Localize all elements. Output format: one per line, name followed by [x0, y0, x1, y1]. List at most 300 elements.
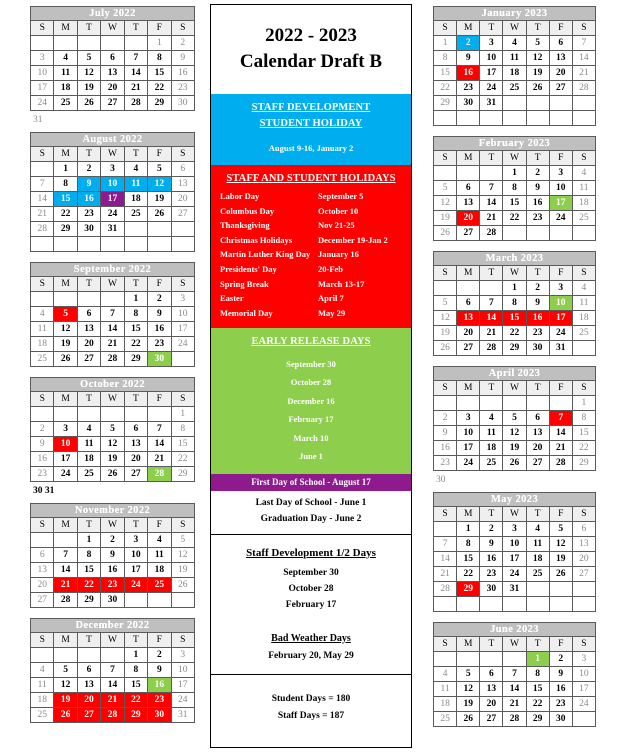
- day-cell[interactable]: 2: [549, 652, 572, 667]
- day-cell[interactable]: 23: [101, 578, 124, 593]
- day-cell[interactable]: 13: [480, 682, 503, 697]
- day-cell[interactable]: 28: [480, 341, 503, 356]
- day-cell[interactable]: 1: [434, 36, 457, 51]
- day-cell[interactable]: 6: [171, 162, 194, 177]
- day-cell[interactable]: 3: [124, 533, 147, 548]
- day-cell[interactable]: 2: [148, 292, 171, 307]
- day-cell[interactable]: 26: [148, 207, 171, 222]
- day-cell[interactable]: 13: [77, 322, 100, 337]
- day-cell[interactable]: 19: [171, 563, 194, 578]
- day-cell[interactable]: 5: [77, 51, 100, 66]
- day-cell[interactable]: 16: [526, 311, 549, 326]
- day-cell[interactable]: 7: [101, 663, 124, 678]
- day-cell[interactable]: 2: [480, 522, 503, 537]
- day-cell[interactable]: 29: [526, 712, 549, 727]
- day-cell[interactable]: 21: [124, 81, 147, 96]
- day-cell[interactable]: 2: [526, 166, 549, 181]
- day-cell[interactable]: 8: [148, 51, 171, 66]
- day-cell[interactable]: 1: [572, 396, 595, 411]
- day-cell[interactable]: 8: [77, 548, 100, 563]
- day-cell[interactable]: 19: [503, 441, 526, 456]
- day-cell[interactable]: 3: [572, 652, 595, 667]
- day-cell[interactable]: 12: [101, 437, 124, 452]
- day-cell[interactable]: 7: [124, 51, 147, 66]
- day-cell[interactable]: 29: [457, 582, 480, 597]
- day-cell[interactable]: 5: [148, 162, 171, 177]
- day-cell[interactable]: 17: [171, 322, 194, 337]
- day-cell[interactable]: 6: [480, 667, 503, 682]
- day-cell[interactable]: 25: [31, 708, 54, 723]
- day-cell[interactable]: 7: [54, 548, 77, 563]
- day-cell[interactable]: 17: [503, 552, 526, 567]
- day-cell[interactable]: 14: [549, 426, 572, 441]
- day-cell[interactable]: 25: [480, 456, 503, 471]
- day-cell[interactable]: 22: [171, 452, 194, 467]
- day-cell[interactable]: 12: [54, 678, 77, 693]
- day-cell[interactable]: 31: [503, 582, 526, 597]
- day-cell[interactable]: 26: [503, 456, 526, 471]
- day-cell[interactable]: 22: [148, 81, 171, 96]
- day-cell[interactable]: 7: [572, 36, 595, 51]
- day-cell[interactable]: 10: [572, 667, 595, 682]
- day-cell[interactable]: 21: [101, 693, 124, 708]
- day-cell[interactable]: 28: [101, 708, 124, 723]
- day-cell[interactable]: 5: [457, 667, 480, 682]
- day-cell[interactable]: 14: [54, 563, 77, 578]
- day-cell[interactable]: 23: [434, 456, 457, 471]
- day-cell[interactable]: 7: [480, 181, 503, 196]
- day-cell[interactable]: 13: [124, 437, 147, 452]
- day-cell[interactable]: 17: [549, 196, 572, 211]
- day-cell[interactable]: 23: [31, 467, 54, 482]
- day-cell[interactable]: 27: [31, 593, 54, 608]
- day-cell[interactable]: 14: [101, 322, 124, 337]
- day-cell[interactable]: 16: [526, 196, 549, 211]
- day-cell[interactable]: 18: [77, 452, 100, 467]
- day-cell[interactable]: 26: [457, 712, 480, 727]
- day-cell[interactable]: 19: [148, 192, 171, 207]
- day-cell[interactable]: 29: [503, 341, 526, 356]
- day-cell[interactable]: 12: [503, 426, 526, 441]
- day-cell[interactable]: 8: [503, 296, 526, 311]
- day-cell[interactable]: 30: [77, 222, 100, 237]
- day-cell[interactable]: 3: [171, 292, 194, 307]
- day-cell[interactable]: 29: [124, 352, 147, 367]
- day-cell[interactable]: 30: [101, 593, 124, 608]
- day-cell[interactable]: 23: [549, 697, 572, 712]
- day-cell[interactable]: 2: [434, 411, 457, 426]
- day-cell[interactable]: 11: [503, 51, 526, 66]
- day-cell[interactable]: 19: [77, 81, 100, 96]
- day-cell[interactable]: 17: [171, 678, 194, 693]
- day-cell[interactable]: 26: [434, 226, 457, 241]
- day-cell[interactable]: 9: [31, 437, 54, 452]
- day-cell[interactable]: 28: [54, 593, 77, 608]
- day-cell[interactable]: 22: [503, 211, 526, 226]
- day-cell[interactable]: 27: [101, 96, 124, 111]
- day-cell[interactable]: 22: [503, 326, 526, 341]
- day-cell[interactable]: 10: [549, 296, 572, 311]
- day-cell[interactable]: 7: [101, 307, 124, 322]
- day-cell[interactable]: 15: [148, 66, 171, 81]
- day-cell[interactable]: 29: [148, 96, 171, 111]
- day-cell[interactable]: 26: [101, 467, 124, 482]
- day-cell[interactable]: 20: [480, 697, 503, 712]
- day-cell[interactable]: 8: [124, 307, 147, 322]
- day-cell[interactable]: 31: [549, 341, 572, 356]
- day-cell[interactable]: 13: [572, 537, 595, 552]
- day-cell[interactable]: 31: [171, 708, 194, 723]
- day-cell[interactable]: 19: [54, 337, 77, 352]
- day-cell[interactable]: 30: [148, 352, 171, 367]
- day-cell[interactable]: 21: [54, 578, 77, 593]
- day-cell[interactable]: 13: [31, 563, 54, 578]
- day-cell[interactable]: 11: [434, 682, 457, 697]
- day-cell[interactable]: 14: [480, 311, 503, 326]
- day-cell[interactable]: 3: [549, 166, 572, 181]
- day-cell[interactable]: 29: [124, 708, 147, 723]
- day-cell[interactable]: 7: [434, 537, 457, 552]
- day-cell[interactable]: 9: [148, 307, 171, 322]
- day-cell[interactable]: 4: [124, 162, 147, 177]
- day-cell[interactable]: 25: [124, 207, 147, 222]
- day-cell[interactable]: 16: [457, 66, 480, 81]
- day-cell[interactable]: 14: [572, 51, 595, 66]
- day-cell[interactable]: 12: [457, 682, 480, 697]
- day-cell[interactable]: 22: [526, 697, 549, 712]
- day-cell[interactable]: 6: [77, 307, 100, 322]
- day-cell[interactable]: 3: [171, 648, 194, 663]
- day-cell[interactable]: 13: [457, 311, 480, 326]
- day-cell[interactable]: 8: [572, 411, 595, 426]
- day-cell[interactable]: 18: [503, 66, 526, 81]
- day-cell[interactable]: 15: [124, 678, 147, 693]
- day-cell[interactable]: 6: [526, 411, 549, 426]
- day-cell[interactable]: 29: [171, 467, 194, 482]
- day-cell[interactable]: 21: [31, 207, 54, 222]
- day-cell[interactable]: 11: [572, 296, 595, 311]
- day-cell[interactable]: 22: [124, 693, 147, 708]
- day-cell[interactable]: 7: [31, 177, 54, 192]
- day-cell[interactable]: 6: [77, 663, 100, 678]
- day-cell[interactable]: 10: [480, 51, 503, 66]
- day-cell[interactable]: 18: [434, 697, 457, 712]
- day-cell[interactable]: 30: [480, 582, 503, 597]
- day-cell[interactable]: 5: [54, 663, 77, 678]
- day-cell[interactable]: 13: [526, 426, 549, 441]
- day-cell[interactable]: 7: [148, 422, 171, 437]
- day-cell[interactable]: 16: [31, 452, 54, 467]
- day-cell[interactable]: 18: [572, 196, 595, 211]
- day-cell[interactable]: 28: [434, 582, 457, 597]
- day-cell[interactable]: 30: [148, 708, 171, 723]
- day-cell[interactable]: 19: [101, 452, 124, 467]
- day-cell[interactable]: 15: [434, 66, 457, 81]
- day-cell[interactable]: 19: [457, 697, 480, 712]
- day-cell[interactable]: 16: [101, 563, 124, 578]
- day-cell[interactable]: 20: [124, 452, 147, 467]
- day-cell[interactable]: 21: [101, 337, 124, 352]
- day-cell[interactable]: 14: [503, 682, 526, 697]
- day-cell[interactable]: 8: [457, 537, 480, 552]
- day-cell[interactable]: 12: [148, 177, 171, 192]
- day-cell[interactable]: 18: [526, 552, 549, 567]
- day-cell[interactable]: 15: [526, 682, 549, 697]
- day-cell[interactable]: 27: [526, 456, 549, 471]
- day-cell[interactable]: 11: [526, 537, 549, 552]
- day-cell[interactable]: 23: [77, 207, 100, 222]
- day-cell[interactable]: 17: [101, 192, 124, 207]
- day-cell[interactable]: 6: [549, 36, 572, 51]
- day-cell[interactable]: 11: [480, 426, 503, 441]
- day-cell[interactable]: 24: [31, 96, 54, 111]
- day-cell[interactable]: 10: [171, 663, 194, 678]
- day-cell[interactable]: 27: [171, 207, 194, 222]
- day-cell[interactable]: 21: [480, 211, 503, 226]
- day-cell[interactable]: 26: [54, 352, 77, 367]
- day-cell[interactable]: 4: [54, 51, 77, 66]
- day-cell[interactable]: 1: [171, 407, 194, 422]
- day-cell[interactable]: 2: [31, 422, 54, 437]
- day-cell[interactable]: 30: [457, 96, 480, 111]
- day-cell[interactable]: 12: [434, 311, 457, 326]
- day-cell[interactable]: 10: [171, 307, 194, 322]
- day-cell[interactable]: 1: [124, 292, 147, 307]
- day-cell[interactable]: 8: [503, 181, 526, 196]
- day-cell[interactable]: 1: [148, 36, 171, 51]
- day-cell[interactable]: 4: [526, 522, 549, 537]
- day-cell[interactable]: 11: [572, 181, 595, 196]
- day-cell[interactable]: 23: [457, 81, 480, 96]
- day-cell[interactable]: 25: [148, 578, 171, 593]
- day-cell[interactable]: 20: [77, 337, 100, 352]
- day-cell[interactable]: 14: [148, 437, 171, 452]
- day-cell[interactable]: 27: [457, 341, 480, 356]
- day-cell[interactable]: 7: [549, 411, 572, 426]
- day-cell[interactable]: 13: [101, 66, 124, 81]
- day-cell[interactable]: 16: [434, 441, 457, 456]
- day-cell[interactable]: 27: [124, 467, 147, 482]
- day-cell[interactable]: 27: [77, 352, 100, 367]
- day-cell[interactable]: 29: [54, 222, 77, 237]
- day-cell[interactable]: 5: [549, 522, 572, 537]
- day-cell[interactable]: 9: [549, 667, 572, 682]
- day-cell[interactable]: 17: [31, 81, 54, 96]
- day-cell[interactable]: 4: [480, 411, 503, 426]
- day-cell[interactable]: 28: [124, 96, 147, 111]
- day-cell[interactable]: 31: [101, 222, 124, 237]
- day-cell[interactable]: 28: [101, 352, 124, 367]
- day-cell[interactable]: 19: [526, 66, 549, 81]
- day-cell[interactable]: 25: [434, 712, 457, 727]
- day-cell[interactable]: 18: [31, 337, 54, 352]
- day-cell[interactable]: 21: [572, 66, 595, 81]
- day-cell[interactable]: 1: [503, 281, 526, 296]
- day-cell[interactable]: 21: [148, 452, 171, 467]
- day-cell[interactable]: 12: [77, 66, 100, 81]
- day-cell[interactable]: 15: [572, 426, 595, 441]
- day-cell[interactable]: 26: [77, 96, 100, 111]
- day-cell[interactable]: 12: [54, 322, 77, 337]
- day-cell[interactable]: 25: [54, 96, 77, 111]
- day-cell[interactable]: 25: [77, 467, 100, 482]
- day-cell[interactable]: 25: [526, 567, 549, 582]
- day-cell[interactable]: 15: [503, 311, 526, 326]
- day-cell[interactable]: 22: [77, 578, 100, 593]
- day-cell[interactable]: 21: [503, 697, 526, 712]
- day-cell[interactable]: 12: [526, 51, 549, 66]
- day-cell[interactable]: 24: [54, 467, 77, 482]
- day-cell[interactable]: 27: [480, 712, 503, 727]
- day-cell[interactable]: 15: [77, 563, 100, 578]
- day-cell[interactable]: 27: [457, 226, 480, 241]
- day-cell[interactable]: 14: [480, 196, 503, 211]
- day-cell[interactable]: 16: [549, 682, 572, 697]
- day-cell[interactable]: 15: [457, 552, 480, 567]
- day-cell[interactable]: 19: [549, 552, 572, 567]
- day-cell[interactable]: 14: [434, 552, 457, 567]
- day-cell[interactable]: 5: [526, 36, 549, 51]
- day-cell[interactable]: 6: [572, 522, 595, 537]
- day-cell[interactable]: 9: [171, 51, 194, 66]
- day-cell[interactable]: 16: [480, 552, 503, 567]
- day-cell[interactable]: 22: [572, 441, 595, 456]
- day-cell[interactable]: 21: [480, 326, 503, 341]
- day-cell[interactable]: 1: [503, 166, 526, 181]
- day-cell[interactable]: 23: [480, 567, 503, 582]
- day-cell[interactable]: 5: [54, 307, 77, 322]
- day-cell[interactable]: 8: [434, 51, 457, 66]
- day-cell[interactable]: 4: [77, 422, 100, 437]
- day-cell[interactable]: 30: [549, 712, 572, 727]
- day-cell[interactable]: 24: [101, 207, 124, 222]
- day-cell[interactable]: 19: [54, 693, 77, 708]
- day-cell[interactable]: 22: [124, 337, 147, 352]
- day-cell[interactable]: 23: [148, 337, 171, 352]
- day-cell[interactable]: 8: [526, 667, 549, 682]
- day-cell[interactable]: 1: [457, 522, 480, 537]
- day-cell[interactable]: 22: [54, 207, 77, 222]
- day-cell[interactable]: 15: [54, 192, 77, 207]
- day-cell[interactable]: 9: [77, 177, 100, 192]
- day-cell[interactable]: 10: [124, 548, 147, 563]
- day-cell[interactable]: 24: [480, 81, 503, 96]
- day-cell[interactable]: 15: [503, 196, 526, 211]
- day-cell[interactable]: 17: [549, 311, 572, 326]
- day-cell[interactable]: 7: [503, 667, 526, 682]
- day-cell[interactable]: 11: [31, 678, 54, 693]
- day-cell[interactable]: 11: [54, 66, 77, 81]
- day-cell[interactable]: 4: [572, 166, 595, 181]
- day-cell[interactable]: 1: [54, 162, 77, 177]
- day-cell[interactable]: 28: [31, 222, 54, 237]
- day-cell[interactable]: 26: [434, 341, 457, 356]
- day-cell[interactable]: 9: [434, 426, 457, 441]
- day-cell[interactable]: 25: [572, 326, 595, 341]
- day-cell[interactable]: 28: [572, 81, 595, 96]
- day-cell[interactable]: 9: [101, 548, 124, 563]
- day-cell[interactable]: 18: [572, 311, 595, 326]
- day-cell[interactable]: 22: [457, 567, 480, 582]
- day-cell[interactable]: 28: [480, 226, 503, 241]
- day-cell[interactable]: 5: [434, 296, 457, 311]
- day-cell[interactable]: 30: [171, 96, 194, 111]
- day-cell[interactable]: 10: [503, 537, 526, 552]
- day-cell[interactable]: 26: [171, 578, 194, 593]
- day-cell[interactable]: 4: [31, 663, 54, 678]
- day-cell[interactable]: 24: [503, 567, 526, 582]
- day-cell[interactable]: 2: [101, 533, 124, 548]
- day-cell[interactable]: 14: [124, 66, 147, 81]
- day-cell[interactable]: 6: [457, 296, 480, 311]
- day-cell[interactable]: 29: [77, 593, 100, 608]
- day-cell[interactable]: 18: [480, 441, 503, 456]
- day-cell[interactable]: 17: [124, 563, 147, 578]
- day-cell[interactable]: 21: [549, 441, 572, 456]
- day-cell[interactable]: 10: [54, 437, 77, 452]
- day-cell[interactable]: 10: [101, 177, 124, 192]
- day-cell[interactable]: 20: [171, 192, 194, 207]
- day-cell[interactable]: 1: [124, 648, 147, 663]
- day-cell[interactable]: 13: [171, 177, 194, 192]
- day-cell[interactable]: 19: [434, 211, 457, 226]
- day-cell[interactable]: 6: [31, 548, 54, 563]
- day-cell[interactable]: 13: [77, 678, 100, 693]
- day-cell[interactable]: 2: [457, 36, 480, 51]
- day-cell[interactable]: 20: [572, 552, 595, 567]
- day-cell[interactable]: 3: [101, 162, 124, 177]
- day-cell[interactable]: 3: [549, 281, 572, 296]
- day-cell[interactable]: 16: [148, 322, 171, 337]
- day-cell[interactable]: 2: [526, 281, 549, 296]
- day-cell[interactable]: 20: [101, 81, 124, 96]
- day-cell[interactable]: 29: [572, 456, 595, 471]
- day-cell[interactable]: 1: [77, 533, 100, 548]
- day-cell[interactable]: 4: [148, 533, 171, 548]
- day-cell[interactable]: 17: [572, 682, 595, 697]
- day-cell[interactable]: 6: [124, 422, 147, 437]
- day-cell[interactable]: 14: [101, 678, 124, 693]
- day-cell[interactable]: 11: [148, 548, 171, 563]
- day-cell[interactable]: 8: [171, 422, 194, 437]
- day-cell[interactable]: 3: [457, 411, 480, 426]
- day-cell[interactable]: 28: [549, 456, 572, 471]
- day-cell[interactable]: 17: [457, 441, 480, 456]
- day-cell[interactable]: 9: [526, 181, 549, 196]
- day-cell[interactable]: 1: [526, 652, 549, 667]
- day-cell[interactable]: 23: [148, 693, 171, 708]
- day-cell[interactable]: 20: [31, 578, 54, 593]
- day-cell[interactable]: 24: [572, 697, 595, 712]
- day-cell[interactable]: 15: [171, 437, 194, 452]
- day-cell[interactable]: 23: [171, 81, 194, 96]
- day-cell[interactable]: 11: [31, 322, 54, 337]
- day-cell[interactable]: 14: [31, 192, 54, 207]
- day-cell[interactable]: 31: [480, 96, 503, 111]
- day-cell[interactable]: 5: [503, 411, 526, 426]
- day-cell[interactable]: 12: [549, 537, 572, 552]
- day-cell[interactable]: 11: [77, 437, 100, 452]
- day-cell[interactable]: 7: [480, 296, 503, 311]
- day-cell[interactable]: 24: [457, 456, 480, 471]
- day-cell[interactable]: 18: [124, 192, 147, 207]
- day-cell[interactable]: 3: [480, 36, 503, 51]
- day-cell[interactable]: 5: [171, 533, 194, 548]
- day-cell[interactable]: 29: [434, 96, 457, 111]
- day-cell[interactable]: 20: [526, 441, 549, 456]
- day-cell[interactable]: 25: [31, 352, 54, 367]
- day-cell[interactable]: 21: [434, 567, 457, 582]
